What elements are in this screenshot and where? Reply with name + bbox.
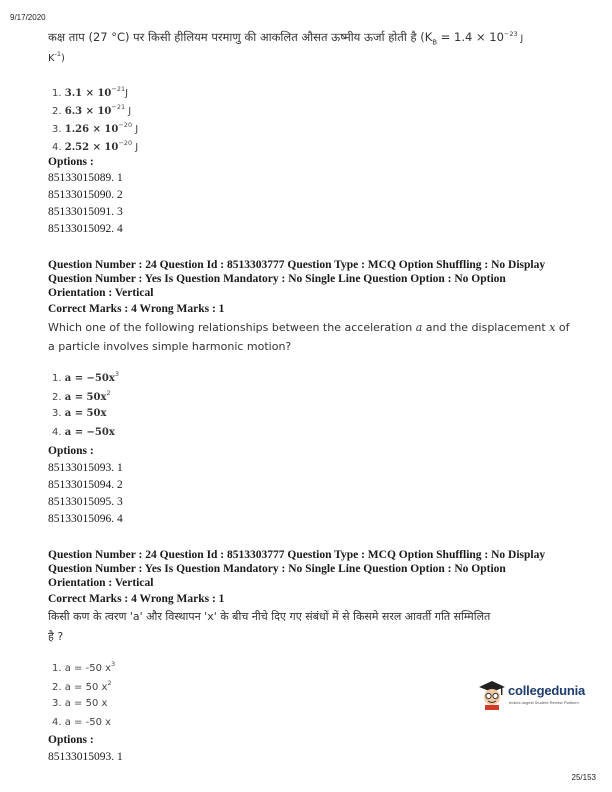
question-meta-line1: Question Number : 24 Question Id : 8513303777 Question Type : MCQ Option Shuffling : No Display	[48, 549, 546, 561]
marks-line: Correct Marks : 4 Wrong Marks : 1	[48, 303, 225, 315]
options-label: Options :	[48, 445, 94, 457]
collegedunia-logo	[478, 680, 590, 712]
marks-line: Correct Marks : 4 Wrong Marks : 1	[48, 593, 225, 605]
options-label: Options :	[48, 734, 94, 746]
print-date: 9/17/2020	[10, 13, 46, 22]
option-4: 4. $2.52 \times 10^{-20}$ J	[52, 139, 139, 153]
question-text-line1: Which one of the following relationships between the acceleration a and the displacement x of	[48, 321, 570, 334]
option-1: 1. $3.1 \times 10^{-21}J$	[52, 85, 129, 99]
question-meta-line2: Question Number : Yes Is Question Mandatory : No Single Line Question Option : No Option	[48, 563, 506, 575]
question-meta-line3: Orientation : Vertical	[48, 287, 154, 299]
option-id: 85133015093. 1	[48, 751, 123, 763]
option-id: 85133015095. 3	[48, 496, 123, 508]
option-4: 4. a = -50 x	[52, 717, 112, 728]
option-id: 85133015091. 3	[48, 206, 123, 218]
option-id: 85133015090. 2	[48, 189, 123, 201]
page-number: 25/153	[571, 773, 596, 782]
question-meta-line1: Question Number : 24 Question Id : 8513303777 Question Type : MCQ Option Shuffling : No Display	[48, 259, 546, 271]
option-3: 3. a = 50x	[52, 408, 107, 419]
option-id: 85133015089. 1	[48, 172, 123, 184]
question-text-hindi-line1: किसी कण के त्वरण 'a' और विस्थापन 'x' के बीच नीचे दिए गए संबंधों में से किसमे सरल आवर्ती गति सम्मिलित	[48, 610, 491, 623]
option-1: 1. $a = -50x^3$	[52, 370, 119, 384]
logo-wordmark: collegedunia	[508, 683, 586, 698]
option-3: 3. a = 50 x	[52, 698, 108, 709]
question-text-hindi-line2: $K^{-1}$)	[48, 50, 65, 64]
option-4: 4. a = −50x	[52, 427, 115, 438]
option-id: 85133015093. 1	[48, 462, 123, 474]
option-3: 3. $1.26 \times 10^{-20}$ J	[52, 121, 139, 135]
options-label: Options :	[48, 156, 94, 168]
option-1: 1. a = -50 $x^3$	[52, 660, 116, 674]
option-2: 2. $6.3 \times 10^{-21}$ J	[52, 103, 132, 117]
question-text-hindi-line2: है ?	[48, 630, 64, 643]
option-2: 2. $a = 50x^2$	[52, 389, 111, 403]
question-meta-line3: Orientation : Vertical	[48, 577, 154, 589]
question-meta-line2: Question Number : Yes Is Question Mandatory : No Single Line Question Option : No Option	[48, 273, 506, 285]
option-id: 85133015092. 4	[48, 223, 123, 235]
question-text-line2: a particle involves simple harmonic motion?	[48, 340, 292, 353]
graduate-mascot-icon	[478, 680, 506, 710]
logo-tagline: India's largest Student Review Platform	[509, 700, 579, 705]
option-id: 85133015096. 4	[48, 513, 123, 525]
option-id: 85133015094. 2	[48, 479, 123, 491]
question-text-hindi-line1: कक्ष ताप (27 °C) पर किसी हीलियम परमाणु की आकलित औसत ऊष्मीय ऊर्जा होती है ($K_B = 1.4 \times 10^{-23}$ J	[48, 30, 524, 47]
option-2: 2. a = 50 $x^2$	[52, 679, 112, 693]
